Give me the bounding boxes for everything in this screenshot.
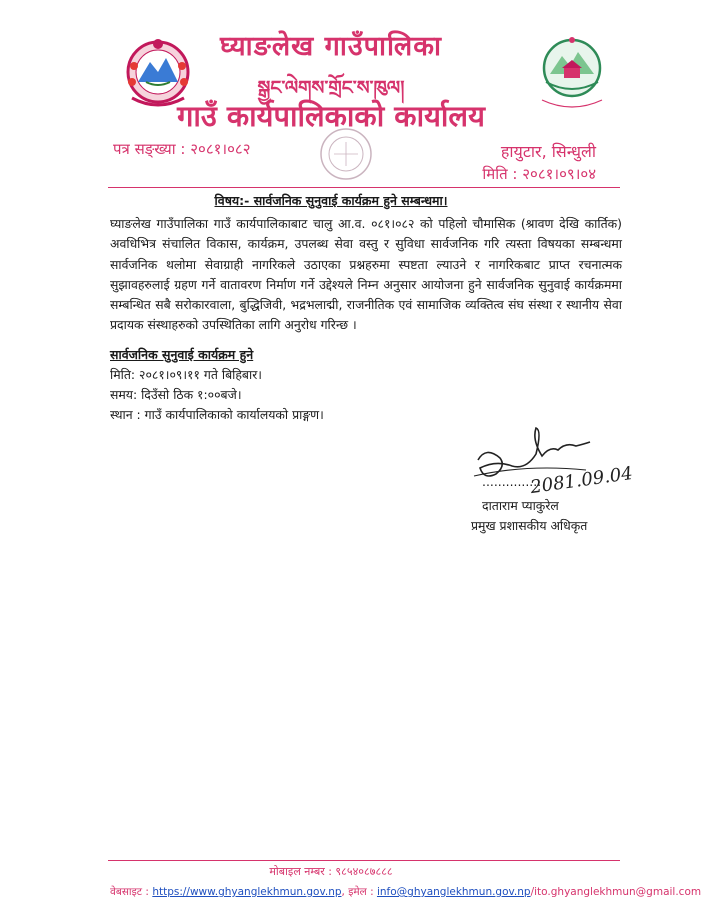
letter-subject: विषय:- सार्वजनिक सुनुवाई कार्यक्रम हुने सम्बन्धमा। (214, 193, 448, 208)
letter-date: मिति : २०८१।०९।०४ (482, 165, 596, 183)
email-link[interactable]: info@ghyanglekhmun.gov.np (376, 886, 531, 898)
program-place: स्थान : गाउँ कार्यपालिकाको कार्यालयको प्राङ्गण। (110, 407, 324, 422)
program-heading: सार्वजनिक सुनुवाई कार्यक्रम हुने (110, 347, 254, 362)
email-label: , इमेल : (341, 886, 377, 898)
signature-dots: ............... (482, 474, 542, 489)
letter-body: घ्याङलेख गाउँपालिका गाउँ कार्यपालिकाबाट चालु आ.व. ०८१।०८२ को पहिलो चौमासिक (श्रावण देखि कार्तिक) अवधिभित्र संचालित विकास, कार्यक्रम, उपलब्ध सेवा वस्तु र सुविधा सार्वजनिक गरि त्यस्ता विषयका सम्बन्धमा सार्वजनिक थलोमा सेवाग्राही नागरिकले उठाएका प्रश्नहरुमा स्पष्टता ल्याउने र नागरिकबाट प्राप्त रचनात्मक सुझावहरुलाई ग्रहण गर्ने वातावरण निर्माण गर्ने उद्देश्यले निम्न अनुसार आयोजना हुने सार्वजनिक सुनुवाई कार्यक्रममा सम्बन्धित सबै सरोकारवाला, बुद्धिजिवी, भद्रभलाद्मी, राजनीतिक एवं सामाजिक व्यक्तित्व संघ संस्था र स्थानीय सेवा प्रदायक संस्थाहरुको उपस्थितिका लागि अनुरोध गरिन्छ । (110, 216, 622, 333)
signature-handwritten-date: 2081.09.04 (529, 462, 635, 499)
org-name: घ्याङलेख गाउँपालिका (220, 31, 442, 62)
signatory-title: प्रमुख प्रशासकीय अधिकृत (471, 518, 588, 533)
footer-mobile: मोबाइल नम्बर : ९८५४०८७८८८ (269, 865, 393, 878)
signatory-name: दाताराम प्याकुरेल (482, 498, 559, 513)
program-time: समय: दिउँसो ठिक १:००बजे। (110, 387, 242, 402)
office-stamp (318, 126, 374, 182)
footer-contact (110, 885, 701, 899)
email-alt[interactable]: /ito.ghyanglekhmun@gmail.com (530, 886, 701, 898)
org-name-tibetan: སྒྱང་ལེགས་གྲོང་ས་ཁུལ། (257, 77, 405, 99)
program-date: मिति: २०८१।०९।११ गते बिहिबार। (110, 367, 262, 382)
website-link[interactable]: https://www.ghyanglekhmun.gov.np (152, 886, 342, 898)
header-divider (108, 187, 620, 188)
footer-divider (108, 860, 620, 861)
reference-number: पत्र सङ्ख्या : २०८१।०८२ (113, 140, 251, 158)
office-location: हायुटार, सिन्धुली (500, 142, 596, 161)
website-label: वेबसाइट : (110, 886, 153, 898)
office-name: गाउँ कार्यपालिकाको कार्यालय (177, 99, 485, 133)
